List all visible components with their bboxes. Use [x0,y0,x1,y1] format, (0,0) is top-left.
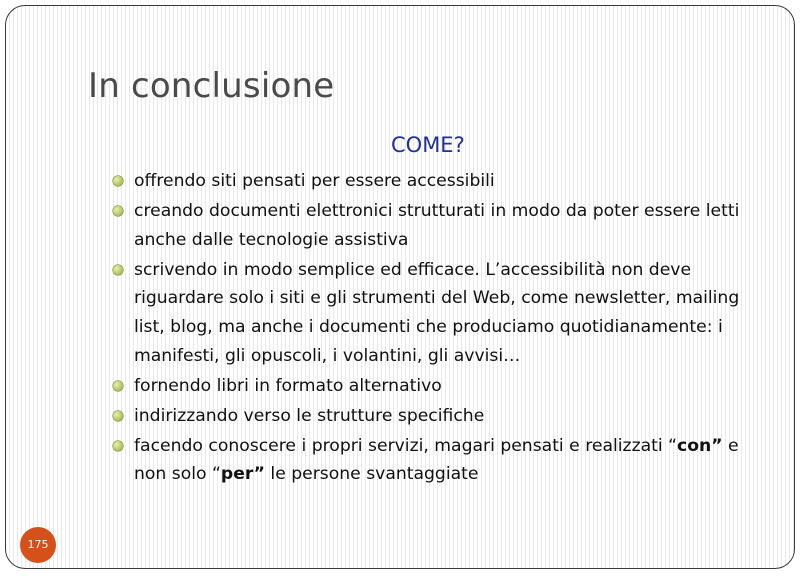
bullet-item [110,197,770,254]
bullet-item [110,402,770,431]
bullet-text: offrendo siti pensati per essere accessibili [134,171,495,191]
bullet-item [110,432,770,489]
slide-title: In conclusione [88,66,335,106]
bullet-dot-icon [113,381,123,391]
bullet-list [110,167,770,491]
bullet-dot-icon [113,411,123,421]
page-number-badge: 175 [20,527,56,563]
bullet-item [110,372,770,401]
bullet-dot-icon [113,265,123,275]
bullet-dot-icon [113,206,123,216]
bullet-text: fornendo libri in formato alternativo [134,375,442,396]
bullet-text-part: le persone svantaggiate [264,464,479,485]
bullet-emphasis-con: con” [677,435,723,456]
bullet-item [110,256,770,370]
slide [5,5,795,569]
bullet-text-part: e non solo “ [134,435,739,485]
bullet-dot-icon [113,176,123,186]
bullet-dot-icon [113,441,123,451]
bullet-text: creando documenti elettronici strutturati in modo da poter essere letti anche dalle tecnologie assistiva [134,201,740,250]
slide-subtitle: COME? [391,133,465,157]
bullet-emphasis-per: per” [220,464,265,485]
bullet-text: indirizzando verso le strutture specifiche [134,405,485,426]
bullet-item [110,167,770,196]
bullet-text-part: facendo conoscere i propri servizi, magari pensati e realizzati “ [134,435,678,456]
bullet-text: scrivendo in modo semplice ed efficace. L’accessibilità non deve riguardare solo i siti e gli strumenti del Web, come newsletter, mailing list, blog, ma anche i documenti che produciamo quotidianamente: i manifesti, gli opuscoli, i volantini, gli avvisi… [134,259,740,366]
